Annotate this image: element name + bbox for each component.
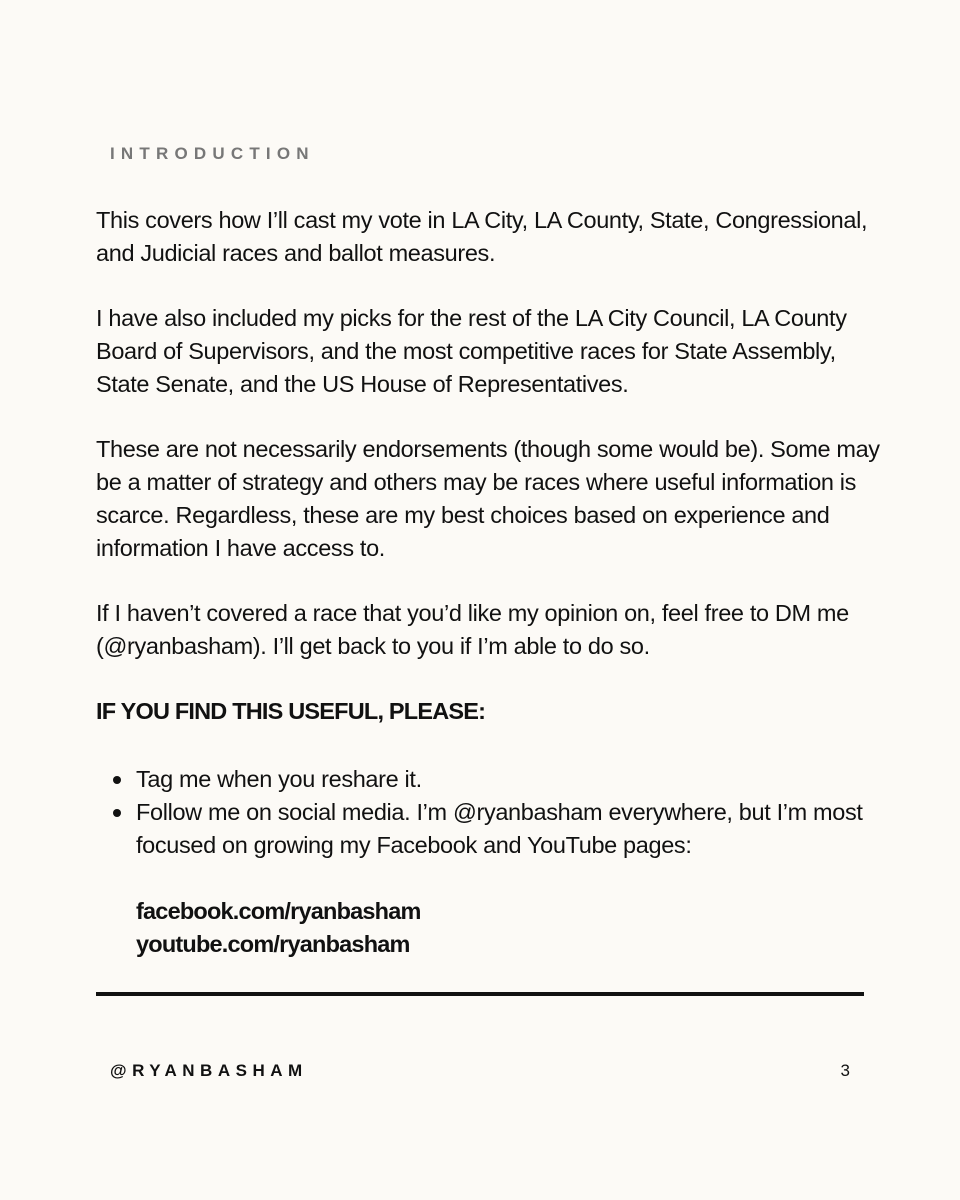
cta-bullet-text: Follow me on social media. I’m @ryanbasham everywhere, but I’m most focused on growing my Facebook and YouTube pages: bbox=[136, 799, 863, 858]
intro-paragraph-4: If I haven’t covered a race that you’d like my opinion on, feel free to DM me (@ryanbasham). I’ll get back to you if I’m able to do so. bbox=[96, 600, 849, 659]
page-number: 3 bbox=[840, 1061, 850, 1080]
intro-paragraph-1: This covers how I’ll cast my vote in LA City, LA County, State, Congressional, and Judicial races and ballot measures. bbox=[96, 207, 868, 266]
footer-divider bbox=[96, 992, 864, 996]
bullet-dot-icon bbox=[113, 809, 121, 817]
section-label: INTRODUCTION bbox=[110, 144, 315, 163]
facebook-link[interactable]: facebook.com/ryanbasham bbox=[136, 898, 421, 924]
footer-handle: @RYANBASHAM bbox=[110, 1061, 308, 1080]
cta-bullet-tag bbox=[96, 763, 886, 796]
cta-bullet-text: Tag me when you reshare it. bbox=[136, 766, 422, 792]
bullet-dot-icon bbox=[113, 776, 121, 784]
cta-heading: IF YOU FIND THIS USEFUL, PLEASE: bbox=[96, 698, 486, 724]
cta-bullet-list bbox=[96, 763, 886, 862]
cta-bullet-follow bbox=[96, 796, 886, 862]
youtube-link[interactable]: youtube.com/ryanbasham bbox=[136, 931, 410, 957]
intro-content bbox=[96, 204, 886, 961]
intro-paragraph-2: I have also included my picks for the rest of the LA City Council, LA County Board of Supervisors, and the most competitive races for State Assembly, State Senate, and the US House of Representatives. bbox=[96, 305, 847, 397]
social-links bbox=[136, 895, 886, 961]
intro-paragraph-3: These are not necessarily endorsements (though some would be). Some may be a matter of strategy and others may be races where useful information is scarce. Regardless, these are my best choices based on experience and information I have access to. bbox=[96, 436, 880, 561]
